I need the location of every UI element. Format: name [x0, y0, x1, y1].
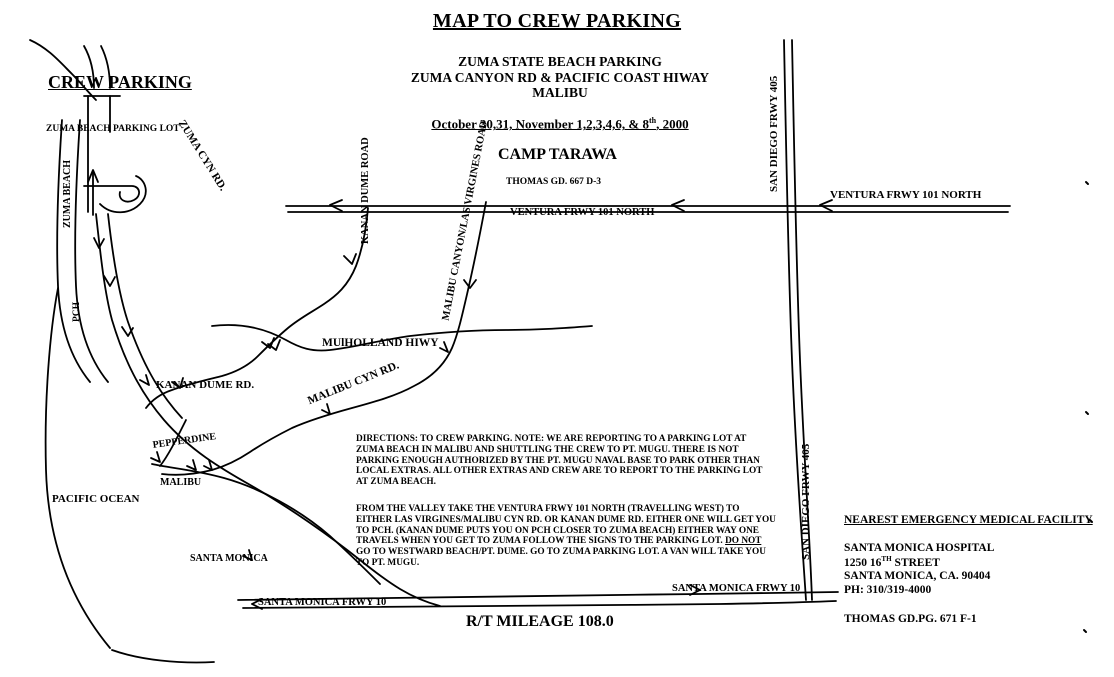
label-ventura-frwy-101-north-right: VENTURA FRWY 101 NORTH — [830, 189, 982, 201]
label-malibu-canyon-las-virgines-road: MALIBU CANYON/LAS VIRGINES ROAD — [440, 120, 491, 322]
header-line-3: MALIBU — [532, 85, 588, 101]
header-line-1: ZUMA STATE BEACH PARKING — [458, 54, 662, 69]
emergency-heading: NEAREST EMERGENCY MEDICAL FACILITY — [844, 514, 1093, 526]
label-round-trip-mileage: R/T MILEAGE 108.0 — [466, 613, 614, 630]
label-pch: PCH — [72, 301, 82, 322]
emergency-details — [844, 542, 994, 597]
header-line-2: ZUMA CANYON RD & PACIFIC COAST HIWAY — [410, 69, 710, 85]
label-pepperdine: PEPPERDINE — [152, 431, 217, 451]
emergency-street-ordinal: TH — [881, 555, 892, 564]
label-santa-monica: SANTA MONICA — [190, 553, 268, 564]
shoot-dates — [340, 116, 780, 131]
label-zuma-beach-parking-lot: ZUMA BEACH PARKING LOT — [46, 124, 180, 134]
label-camp-tarawa: CAMP TARAWA — [498, 146, 617, 163]
label-kanan-dume-rd: KANAN DUME RD. — [156, 379, 255, 391]
emergency-thomas-guide: THOMAS GD.PG. 671 F-1 — [844, 613, 977, 625]
emergency-city: SANTA MONICA, CA. 90404 — [844, 570, 991, 583]
label-kanan-dume-road-vertical: KANAN DUME ROAD — [360, 137, 371, 244]
emergency-street-post: STREET — [891, 557, 940, 570]
label-mulholland-hiwy: MUlHOLLAND HIWY — [322, 337, 439, 349]
label-santa-monica-frwy-10-left: SANTA MONICA FRWY 10 — [258, 597, 387, 608]
emergency-street — [844, 555, 994, 570]
label-thomas-guide-camp: THOMAS GD. 667 D-3 — [506, 177, 601, 187]
directions-paragraph-1: DIRECTIONS: TO CREW PARKING. NOTE: WE ARE REPORTING TO A PARKING LOT AT ZUMA BEACH IN MALIBU AND SHUTTLING THE CREW TO PT. MUGU. THERE IS NOT PARKING ENOUGH AUTHORIZED BY THE PT. MUGU NAVAL BASE TO PARK OTHER THAN LOCAL EXTRAS. ALL OTHER EXTRAS AND CREW ARE TO REPORT TO THE PARKING LOT AT ZUMA BEACH. — [356, 434, 763, 488]
directions-p2-post: GO TO WESTWARD BEACH/PT. DUME. GO TO ZUMA PARKING LOT. A VAN WILL TAKE YOU TO PT. MUGU. — [356, 547, 766, 568]
shoot-dates-ordinal: th — [648, 116, 657, 125]
emergency-phone: PH: 310/319-4000 — [844, 583, 932, 596]
header-block — [340, 54, 780, 101]
directions-paragraph-2 — [356, 504, 776, 569]
directions-do-not-emphasis: DO NOT — [725, 536, 762, 547]
label-zuma-beach: ZUMA BEACH — [62, 159, 73, 228]
emergency-hospital-name: SANTA MONICA HOSPITAL — [844, 542, 995, 554]
label-malibu-cyn-rd: MALIBU CYN RD. — [306, 359, 401, 408]
label-ventura-frwy-101-north-mid: VENTURA FRWY 101 NORTH — [510, 207, 655, 218]
label-crew-parking: CREW PARKING — [48, 72, 192, 92]
label-san-diego-frwy-405-bottom: SAN DIEGO FRWY 405 — [800, 443, 812, 560]
shoot-dates-post: , 2000 — [656, 116, 689, 132]
label-pacific-ocean: PACIFIC OCEAN — [52, 493, 140, 505]
emergency-street-pre: 1250 16 — [844, 557, 882, 570]
label-zuma-cyn-rd: ZUMA CYN RD. — [175, 118, 229, 194]
shoot-dates-pre: October 30,31, November 1,2,3,4,6, & 8 — [431, 116, 649, 132]
directions-p2-pre: FROM THE VALLEY TAKE THE VENTURA FRWY 101 NORTH (TRAVELLING WEST) TO EITHER LAS VIRGINES/MALIBU CYN RD. OR KANAN DUME RD. EITHER ONE WILL GET YOU TO PCH. (KANAN DUME PUTS YOU ON PCH CLOSER TO ZUMA BEACH) EITHER WAY ONE TRAVELS WHEN YOU GET TO ZUMA FOLLOW THE SIGNS TO THE PARKING LOT. — [356, 504, 776, 547]
label-malibu: MALIBU — [160, 477, 202, 488]
page-title: MAP TO CREW PARKING — [432, 10, 682, 32]
label-san-diego-frwy-405-top: SAN DIEGO FRWY 405 — [768, 75, 780, 192]
label-santa-monica-frwy-10-right: SANTA MONICA FRWY 10 — [672, 583, 801, 594]
